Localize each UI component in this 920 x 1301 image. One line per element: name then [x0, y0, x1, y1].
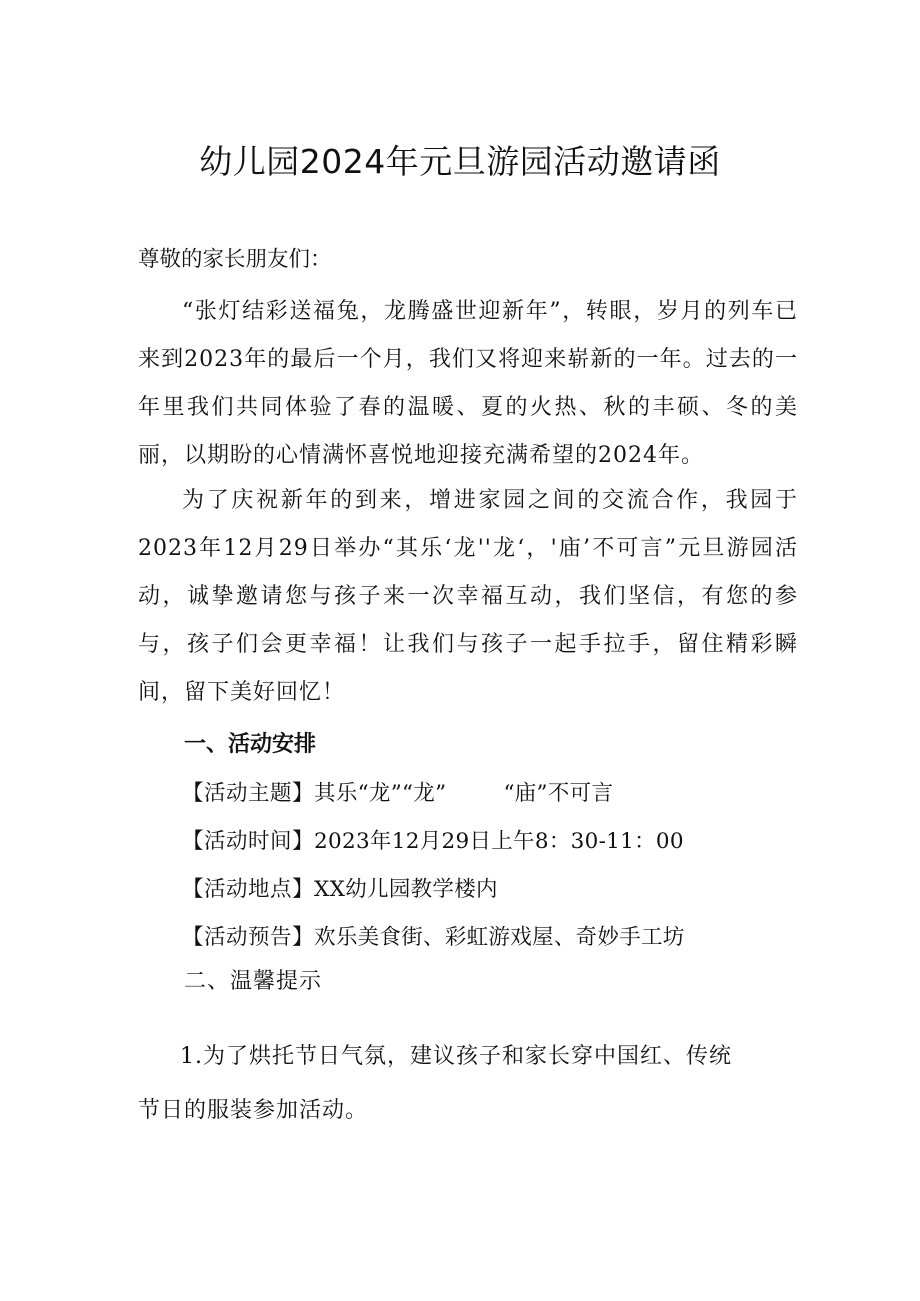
info-value: 欢乐美食街、彩虹游戏屋、奇妙手工坊 [314, 925, 685, 950]
info-label: 【活动主题】 [182, 781, 315, 806]
info-row-preview [182, 914, 685, 962]
salutation: 尊敬的家长朋友们： [138, 247, 332, 272]
info-label: 【活动地点】 [182, 877, 315, 902]
info-row-theme [182, 770, 685, 818]
info-row-location [182, 866, 685, 914]
section-heading-arrangement: 一、活动安排 [184, 732, 317, 757]
intro-paragraph: “张灯结彩送福兔，龙腾盛世迎新年”，转眼，岁月的列车已来到2023年的最后一个月，我们又将迎来崭新的一年。过去的一年里我们共同体验了春的温暖、夏的火热、秋的丰硕、冬的美丽，以期盼的心情满怀喜悦地迎接充满希望的2024年。 [138, 299, 798, 468]
invitation-paragraph: 为了庆祝新年的到来，增进家园之间的交流合作，我园于2023年12月29日举办“其乐‘龙''龙‘，'庙’不可言”元旦游园活动，诚挚邀请您与孩子来一次幸福互动，我们坚信，有您的参与，孩子们会更幸福！让我们与孩子一起手拉手，留住精彩瞬间，留下美好回忆！ [138, 488, 798, 705]
info-label: 【活动时间】 [182, 829, 315, 854]
section-heading-tips: 二、温馨提示 [184, 969, 323, 994]
tip-paragraph: 1.为了烘托节日气氛，建议孩子和家长穿中国红、传统节日的服装参加活动。 [138, 1044, 732, 1123]
info-row-time [182, 818, 685, 866]
info-label: 【活动预告】 [182, 925, 315, 950]
info-value: 其乐“龙”“龙” “庙”不可言 [314, 781, 614, 806]
activity-info-list [182, 770, 685, 962]
info-value: 2023年12月29日上午8：30-11：00 [314, 829, 684, 854]
document-title: 幼儿园2024年元旦游园活动邀请函 [199, 142, 721, 181]
info-value: XX幼儿园教学楼内 [314, 877, 498, 902]
